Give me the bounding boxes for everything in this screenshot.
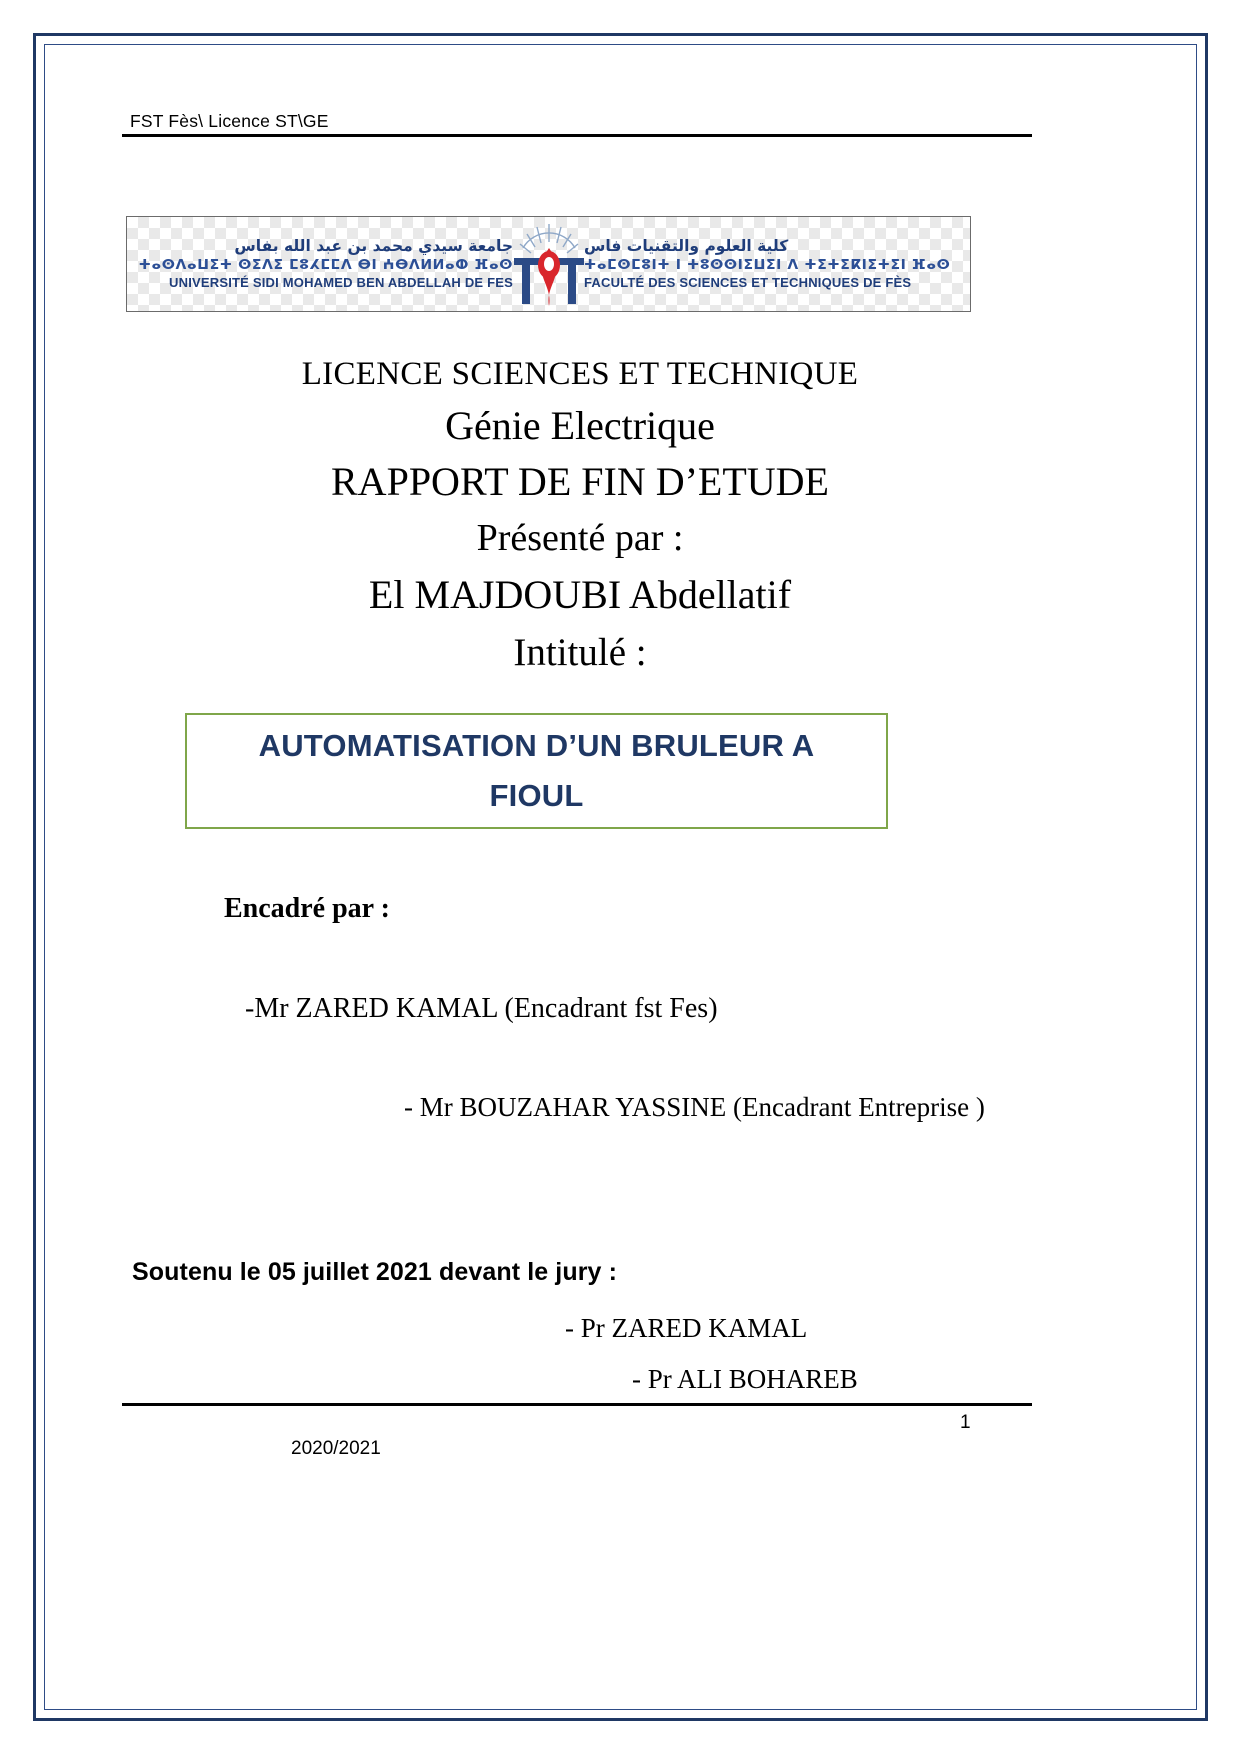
- supervisor-item: -Mr ZARED KAMAL (Encadrant fst Fes): [245, 993, 718, 1024]
- faculty-name-arabic: كلية العلوم والتقنيات فاس: [584, 237, 789, 255]
- header-label: FST Fès\ Licence ST\GE: [130, 111, 329, 131]
- presented-by-label: Présenté par :: [476, 517, 684, 559]
- jury-label: Soutenu le 05 juillet 2021 devant le jury :: [132, 1258, 618, 1286]
- supervisors-label: Encadré par :: [224, 893, 390, 924]
- logo-faculty-side: [570, 217, 970, 311]
- degree-line: LICENCE SCIENCES ET TECHNIQUE: [301, 356, 859, 392]
- logo-university-side: [127, 217, 527, 311]
- jury-member: - Pr ZARED KAMAL: [565, 1313, 808, 1343]
- faculty-name-french: FACULTÉ DES SCIENCES ET TECHNIQUES DE FÈS: [584, 275, 912, 290]
- title-block: [120, 350, 1040, 682]
- document-type-line: RAPPORT DE FIN D’ETUDE: [331, 459, 829, 504]
- faculty-name-tifinagh: ⵜⴰⵎⵙⵎⵓⵏⵜ ⵏ ⵜⵓⵙⵙⵏⵉⵡⵉⵏ ⴷ ⵜⵉⵜⵉⴽⵏⵉⵜⵉⵏ ⴼⴰⵙ: [584, 257, 951, 273]
- page-number: 1: [960, 1412, 971, 1433]
- project-title: AUTOMATISATION D’UN BRULEUR A FIOUL: [258, 728, 815, 813]
- project-title-box: [185, 713, 888, 829]
- header-rule: [122, 134, 1032, 137]
- jury-member: - Pr ALI BOHAREB: [632, 1364, 858, 1394]
- academic-year: 2020/2021: [291, 1438, 381, 1459]
- author-name: El MAJDOUBI Abdellatif: [368, 572, 792, 617]
- document-header: [122, 110, 1032, 137]
- program-line: Génie Electrique: [445, 403, 715, 448]
- supervisor-item: - Mr BOUZAHAR YASSINE (Encadrant Entreprise ): [404, 1092, 985, 1122]
- university-name-tifinagh: ⵜⴰⵙⴷⴰⵡⵉⵜ ⵙⵉⴷⵉ ⵎⵓⵃⵎⵎⴷ ⴱⵏ ⵄⴱⴷⵍⵍⴰⵀ ⴼⴰⵙ: [138, 257, 513, 273]
- intitule-label: Intitulé :: [513, 631, 647, 674]
- university-name-french: UNIVERSITÉ SIDI MOHAMED BEN ABDELLAH DE FES: [169, 275, 513, 290]
- university-name-arabic: جامعة سيدي محمد بن عبد الله بفاس: [234, 237, 513, 255]
- footer-rule: [122, 1403, 1032, 1406]
- university-logo-banner: [126, 216, 971, 312]
